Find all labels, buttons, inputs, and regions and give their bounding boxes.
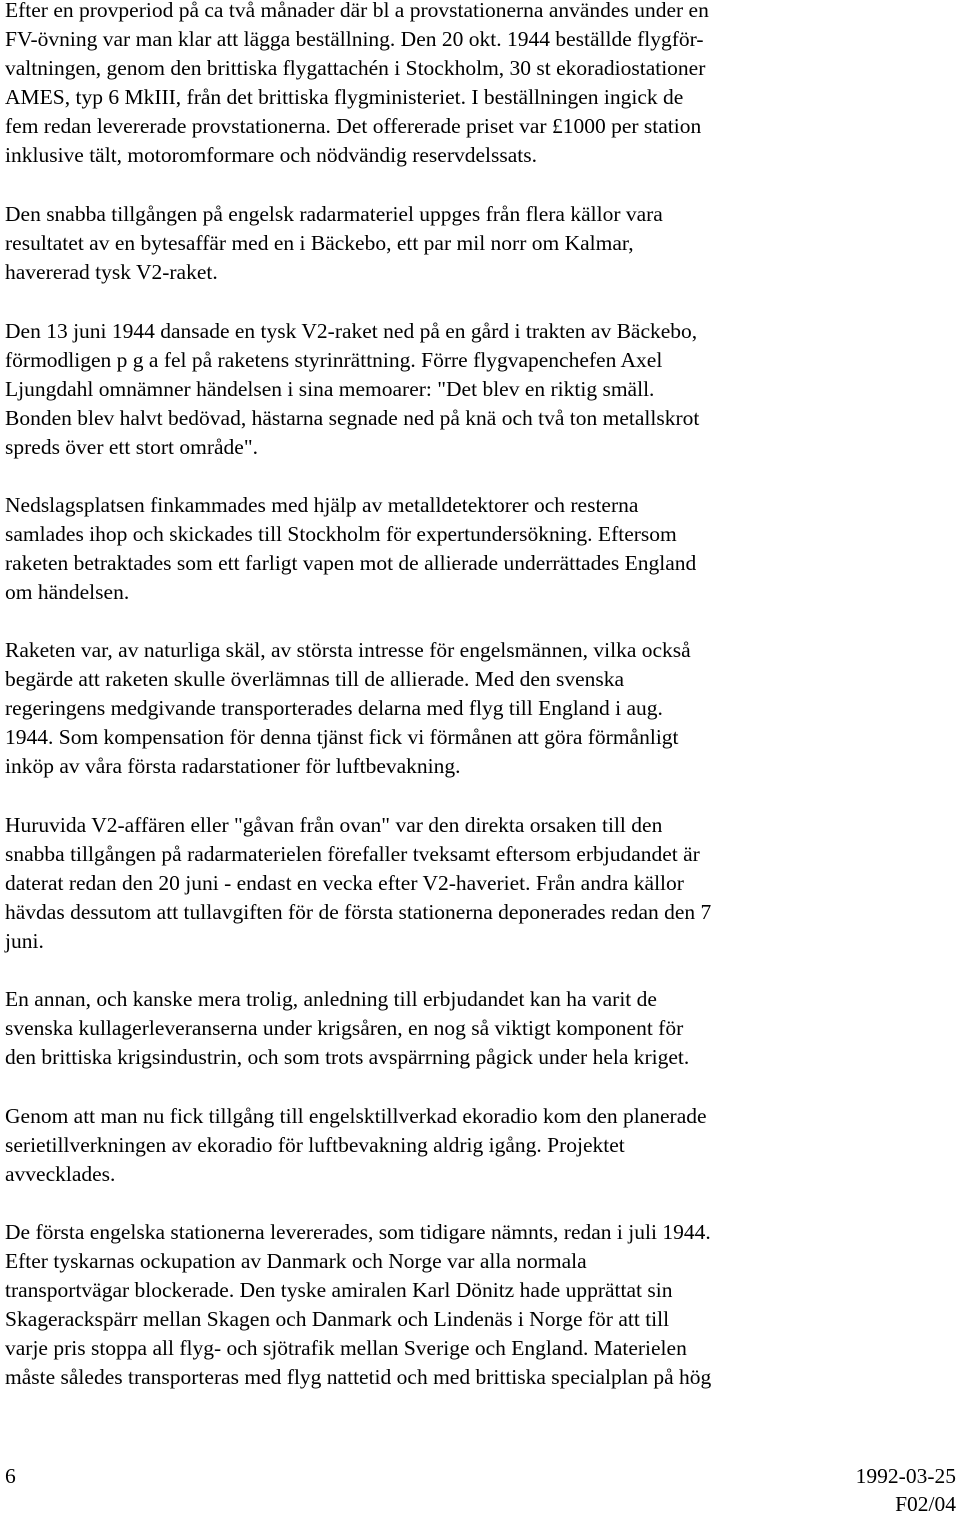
page-number: 6 [5,1464,16,1488]
footer-metadata [856,1462,956,1518]
paragraph-rocket-handover: Raketen var, av naturliga skäl, av största intresse för engelsmännen, vilka också begärde att raketen skulle överlämnas till de allierade. Med den svenska regeringens medgivande transporterades delarna med flyg till England i aug. 1944. Som kompensation för denna tjänst fick vi förmånen att göra förmånligt inköp av våra första radarstationer för luftbevakning. [5,638,691,779]
paragraph-ball-bearing-exports: En annan, och kanske mera trolig, anledning till erbjudandet kan ha varit de svenska kullagerleveranserna under krigsåren, en nog så viktigt komponent för den brittiska krigsindustrin, och som trots avspärrning pågick under hela kriget. [5,987,690,1070]
paragraph-crash-site-search: Nedslagsplatsen finkammades med hjälp av metalldetektorer och resterna samlades ihop och skickades till Stockholm för expertundersökning. Eftersom raketen betraktades som ett farligt vapen mot de allierade underrättades England om händelsen. [5,493,697,605]
paragraph-project-cancelled: Genom att man nu fick tillgång till engelsktillverkad ekoradio kom den planerade serietillverkningen av ekoradio för luftbevakning aldrig igång. Projektet avvecklades. [5,1104,707,1187]
paragraph-radar-material-origin: Den snabba tillgången på engelsk radarmateriel uppges från flera källor vara resultatet av en bytesaffär med en i Bäckebo, ett par mil norr om Kalmar, havererad tysk V2-raket. [5,202,663,285]
footer-date: 1992-03-25 [855,1464,956,1488]
paragraph-v2-affair-doubt: Huruvida V2-affären eller "gåvan från ovan" var den direkta orsaken till den snabba tillgången på radarmaterielen förefaller tveksamt eftersom erbjudandet är daterat redan den 20 juni - endast en vecka efter V2-haveriet. Från andra källor hävdas dessutom att tullavgiften för de första stationerna deponerades redan den 7 juni. [5,813,712,954]
paragraph-first-deliveries: De första engelska stationerna levererades, som tidigare nämnts, redan i juli 1944. Efter tyskarnas ockupation av Danmark och Norge var alla normala transportvägar blockerade. Den tyske amiralen Karl Dönitz hade upprättat sin Skagerackspärr mellan Skagen och Danmark och Lindenäs i Norge för att till varje pris stoppa all flyg- och sjötrafik mellan Sverige och England. Materielen måste således transporteras med flyg nattetid och med brittiska specialplan på hög [5,1220,712,1390]
paragraph-v2-crash: Den 13 juni 1944 dansade en tysk V2-raket ned på en gård i trakten av Bäckebo, förmodligen p g a fel på raketens styrinrättning. Förre flygvapenchefen Axel Ljungdahl omnämner händelsen i sina memoarer: "Det blev en riktig smäll. Bonden blev halvt bedövad, hästarna segnade ned på knä och två ton metallskrot spreds över ett stort område". [5,319,700,460]
paragraph-order-placement: Efter en provperiod på ca två månader där bl a provstationerna användes under en FV-övning var man klar att lägga beställning. Den 20 okt. 1944 beställde flygför- valtningen, genom den brittiska flygattachén i Stockholm, 30 st ekoradiostationer AMES, typ 6 MkIII, från det brittiska flygministeriet. I beställningen ingick de fem redan levererade provstationerna. Det offererade priset var £1000 per station inklusive tält, motoromformare och nödvändig reservdelssats. [5,0,709,168]
footer-doc-code: F02/04 [895,1492,956,1516]
